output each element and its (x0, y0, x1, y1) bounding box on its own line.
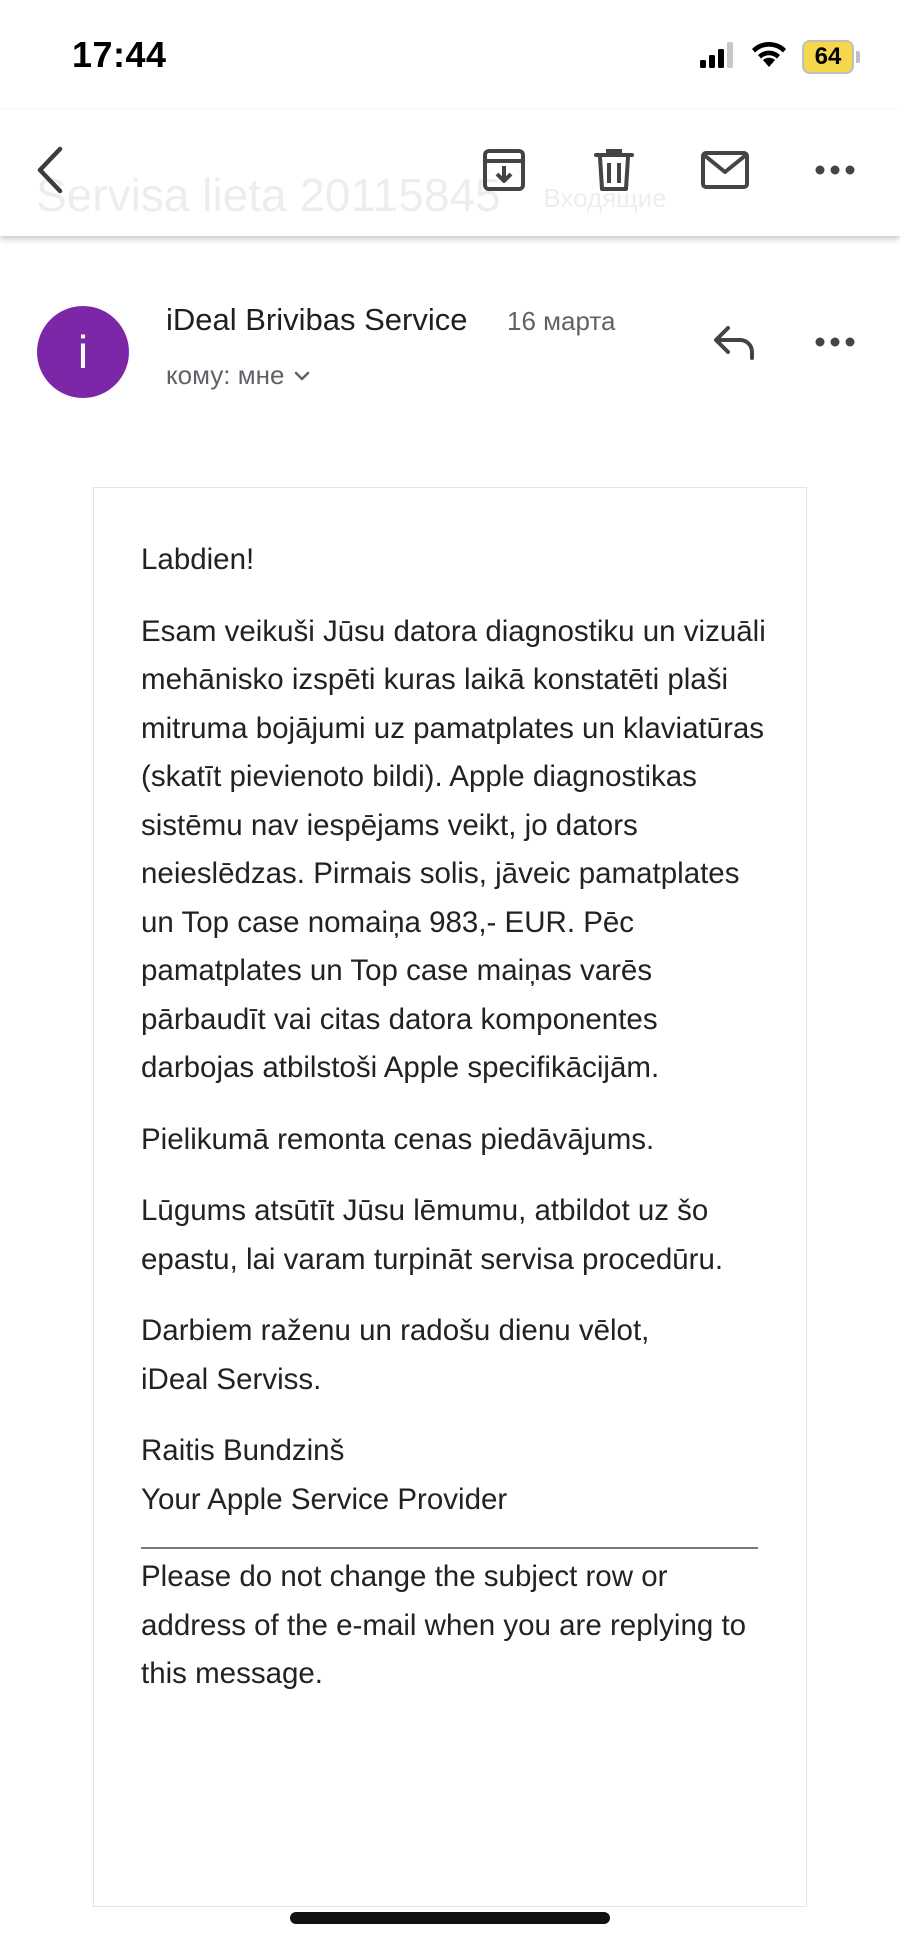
wifi-icon (750, 41, 788, 74)
status-time: 17:44 (72, 34, 167, 75)
email-paragraph-request: Lūgums atsūtīt Jūsu lēmumu, atbildot uz šo epastu, lai varam turpināt servisa procedūru. (141, 1194, 724, 1276)
recipient-label: кому: мне (166, 360, 285, 390)
closing-company: iDeal Serviss. (141, 1362, 322, 1396)
more-icon (814, 336, 856, 348)
status-bar (0, 0, 900, 110)
status-icons (700, 40, 860, 74)
message-more-button[interactable] (803, 310, 867, 374)
email-body (141, 536, 771, 1722)
signature-title: Your Apple Service Provider (141, 1482, 508, 1516)
toolbar-subject (36, 168, 667, 222)
home-indicator[interactable] (290, 1912, 610, 1924)
closing-line: Darbiem raženu un radošu dienu vēlot, (141, 1314, 650, 1347)
battery-level: 64 (802, 40, 854, 74)
back-icon (30, 145, 70, 195)
email-greeting: Labdien! (141, 543, 255, 576)
sender-row (0, 290, 900, 420)
battery-cap (856, 51, 860, 63)
sender-name[interactable]: iDeal Brivibas Service (166, 302, 468, 337)
email-paragraph-attachment: Pielikumā remonta cenas piedāvājums. (141, 1122, 655, 1156)
archive-icon (482, 148, 526, 192)
email-toolbar (0, 110, 900, 236)
email-signature (141, 1427, 771, 1524)
email-message-card (93, 487, 807, 1907)
back-button[interactable] (18, 138, 82, 202)
reply-icon (712, 324, 756, 360)
avatar[interactable] (37, 306, 129, 398)
more-icon (814, 164, 856, 176)
email-closing (141, 1307, 771, 1404)
signature-name: Raitis Bundzinš (141, 1434, 345, 1467)
signal-icon (700, 42, 736, 73)
mail-icon (700, 150, 750, 190)
mark-unread-button[interactable] (693, 138, 757, 202)
email-paragraph-diagnostics: Esam veikuši Jūsu datora diagnostiku un vizuāli mehānisko izspēti kuras laikā konstatēti plaši mitruma bojājumi uz pamatplates un klaviatūras (skatīt pievienoto bildi). Apple diagnostikas sistēmu nav iespējams veikt, jo dators neieslēdzas. Pirmais solis, jāveic pamatplates un Top case nomaiņa 983,- EUR. Pēc pamatplates un Top case maiņas varēs pārbaudīt vai citas datora komponentes darbojas atbilstoši Apple specifikācijām. (141, 614, 766, 1084)
trash-icon (594, 148, 634, 192)
avatar-letter: i (77, 326, 89, 378)
sender-date: 16 марта (507, 306, 616, 336)
chevron-down-icon (294, 371, 310, 381)
more-options-button[interactable] (803, 138, 867, 202)
battery-icon (802, 40, 860, 74)
reply-button[interactable] (702, 310, 766, 374)
toolbar-folder-label: Входящие (543, 183, 667, 214)
toolbar-subject-text: Servisa lieta 20115845 (36, 169, 501, 221)
signature-divider (141, 1547, 758, 1549)
recipient-toggle[interactable] (166, 360, 310, 391)
delete-button[interactable] (582, 138, 646, 202)
archive-button[interactable] (472, 138, 536, 202)
email-footer-note: Please do not change the subject row or address of the e-mail when you are replying to this message. (141, 1560, 747, 1690)
